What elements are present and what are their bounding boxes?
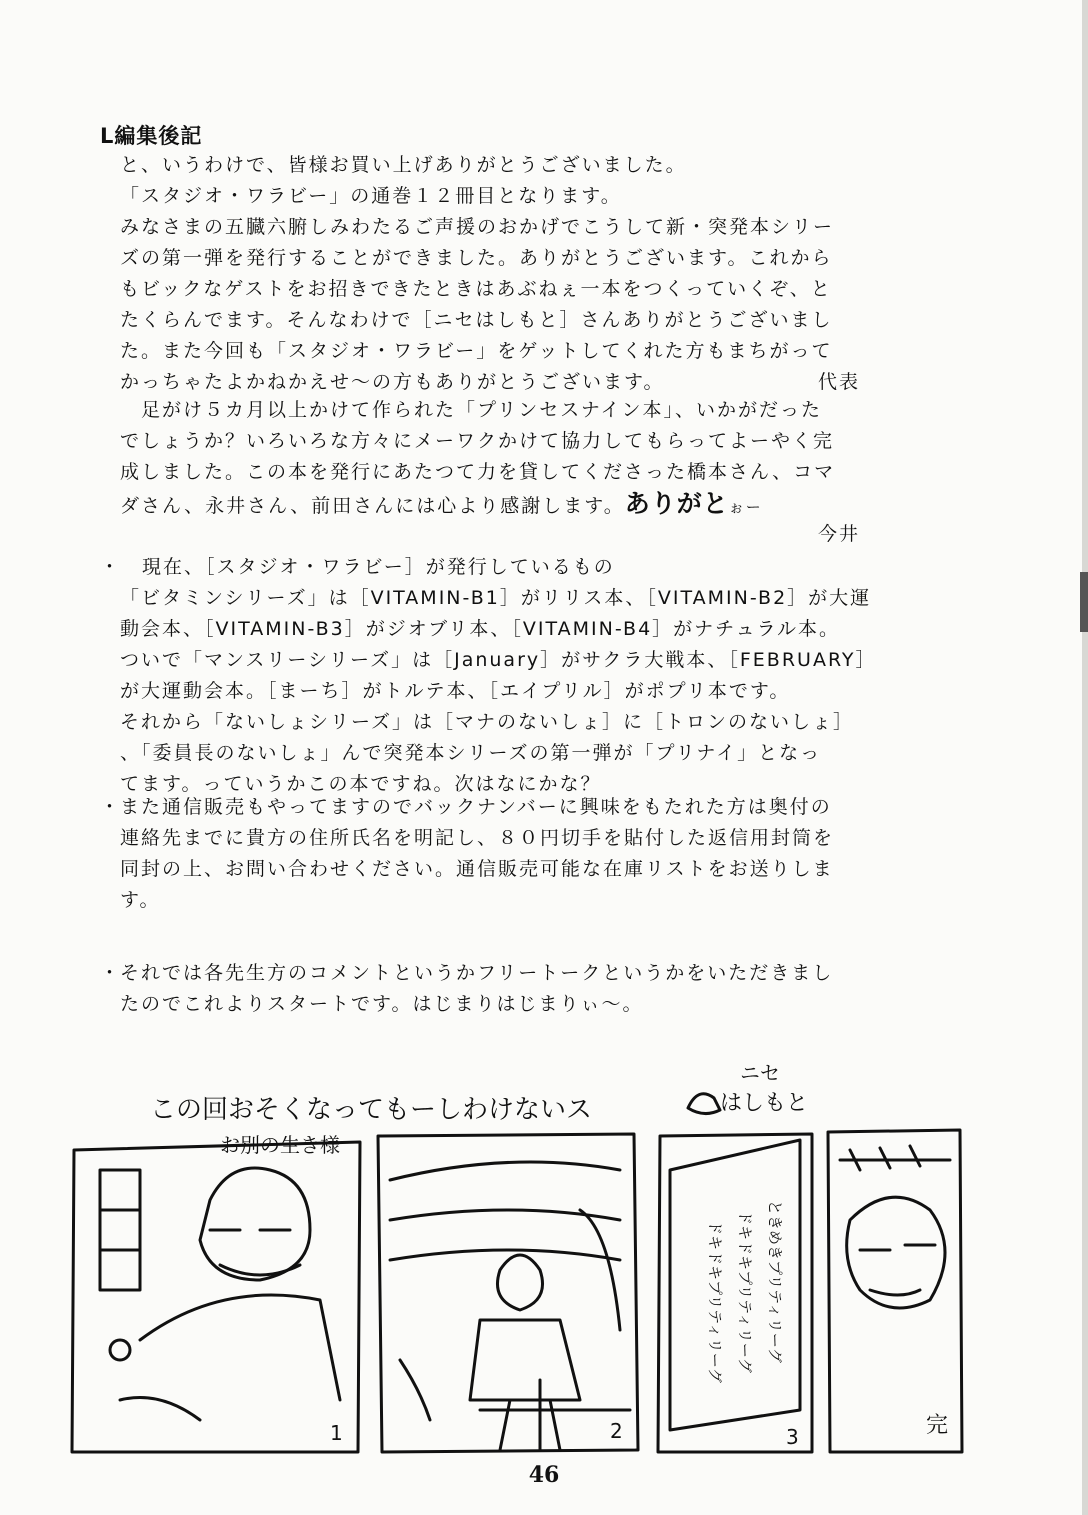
imai-note — [120, 395, 860, 550]
catalog-line: 動会本、［VITAMIN-B3］がジオブリ本、［VITAMIN-B4］がナチュラル本。 — [120, 618, 841, 640]
editor-note-line: た。また今回も「スタジオ・ワラビー」をゲットしてくれた方もまちがって — [120, 340, 833, 362]
catalog-line: それから「ないしょシリーズ」は［マナのないしょ］に［トロンのないしょ］ — [120, 711, 855, 733]
thanks-emphasis-tail: ぉー — [728, 498, 763, 516]
imai-note-line: ダさん、永井さん、前田さんには心より感謝します。 — [120, 495, 625, 517]
page-number: 46 — [528, 1462, 560, 1488]
imai-note-line: 成しました。この本を発行にあたつて力を貸してくださった橋本さん、コマ — [120, 461, 836, 483]
comic-caption: この回おそくなってもーしわけないス — [150, 1095, 593, 1125]
catalog-line: ついで「マンスリーシリーズ」は［January］がサクラ大戦本、［FEBRUARY］ — [120, 649, 877, 671]
editor-note-line: みなさまの五臓六腑しみわたるご声援のおかげでこうして新・突発本シリー — [120, 216, 835, 238]
panel4-character-head — [847, 1197, 945, 1308]
imai-note-line: 足がけ５カ月以上かけて作られた「プリンセスナイン本」、いかがだった — [120, 399, 823, 421]
intro-section — [100, 958, 860, 1020]
comic-strip — [60, 1060, 970, 1460]
imai-signature: 今井 — [817, 523, 860, 545]
comic-author-name: はしもと — [720, 1091, 809, 1116]
panel1-text: お別の生き様 — [220, 1133, 340, 1157]
editor-note-line: たくらんでます。そんなわけで［ニセはしもと］さんありがとうございまし — [120, 309, 833, 331]
catalog-line: が大運動会本。［まーち］がトルテ本、［エイプリル］がポプリ本です。 — [120, 680, 791, 702]
mail-order-line: また通信販売もやってますのでバックナンバーに興味をもたれた方は奥付の — [120, 796, 832, 818]
mail-order-line: 連絡先までに貴方の住所氏名を明記し、８０円切手を貼付した返信用封筒を — [120, 827, 835, 849]
panel2-character-head — [498, 1255, 543, 1310]
editor-note-line: と、いうわけで、皆様お買い上げありがとうございました。 — [120, 154, 687, 176]
bullet-point: ・ — [100, 796, 120, 818]
panel1-character-head — [200, 1168, 310, 1280]
mail-order-line: す。 — [120, 889, 161, 911]
page-edge — [1082, 0, 1088, 1515]
panel3-shelf-label: ときめきプリティリーグ — [766, 1200, 784, 1363]
catalog-line: 「ビタミンシリーズ」は［VITAMIN-B1］がリリス本、［VITAMIN-B2］が大運 — [120, 587, 872, 609]
mail-order-line: 同封の上、お問い合わせください。通信販売可能な在庫リストをお送りしま — [120, 858, 834, 880]
thanks-emphasis: ありがと — [624, 489, 729, 518]
comic-panel-3 — [658, 1134, 812, 1452]
bullet-point: ・ — [100, 556, 120, 578]
imai-note-last-line — [120, 488, 860, 519]
postscript-heading: L編集後記 — [100, 124, 203, 148]
editor-note-line: ズの第一弾を発行することができました。ありがとうございます。これから — [120, 247, 833, 269]
catalog-line: てます。っていうかこの本ですね。次はなにかな？ — [120, 773, 602, 795]
imai-note-line: でしょうか？いろいろな方々にメーワクかけて協力してもらってよーやく完 — [120, 430, 835, 452]
panel1-window — [100, 1170, 140, 1290]
intro-line: たのでこれよりスタートです。はじまりはじまりぃ〜。 — [120, 993, 644, 1015]
catalog-section — [100, 552, 877, 800]
panel3-shelf-label: ドキドキプリティリーグ — [706, 1220, 724, 1383]
panel3-shelf-label: ドキドキプリティリーグ — [736, 1210, 754, 1373]
catalog-line: 現在、［スタジオ・ワラビー］が発行しているもの — [142, 556, 615, 578]
editor-signature: 代表 — [817, 371, 860, 393]
comic-panel-4 — [828, 1130, 962, 1452]
editor-note-line: もビックなゲストをお招きできたときはあぶねぇ一本をつくっていくぞ、と — [120, 278, 832, 300]
editor-note-line: 「スタジオ・ワラビー」の通巻１２冊目となります。 — [120, 185, 622, 207]
panel-number: 3 — [786, 1425, 799, 1449]
mail-order-section — [100, 792, 860, 916]
editor-note-last-line — [120, 367, 860, 398]
comic-author-small: ニセ — [740, 1061, 780, 1085]
editor-note-line: かっちゃたよかねかえせ〜の方もありがとうございます。 — [120, 371, 665, 393]
panel2-shelves — [390, 1162, 620, 1260]
panel-number: 1 — [330, 1421, 343, 1445]
comic-end-mark: 完 — [926, 1413, 949, 1438]
catalog-line: 、「委員長のないしょ」んで突発本シリーズの第一弾が「プリナイ」となっ — [120, 742, 822, 764]
author-face-icon — [688, 1094, 720, 1114]
index-tab-mark — [1080, 572, 1088, 632]
intro-line: それでは各先生方のコメントというかフリートークというかをいただきまし — [120, 962, 834, 984]
panel-number: 2 — [610, 1419, 623, 1443]
bullet-point: ・ — [100, 962, 120, 984]
editor-note — [120, 150, 860, 398]
